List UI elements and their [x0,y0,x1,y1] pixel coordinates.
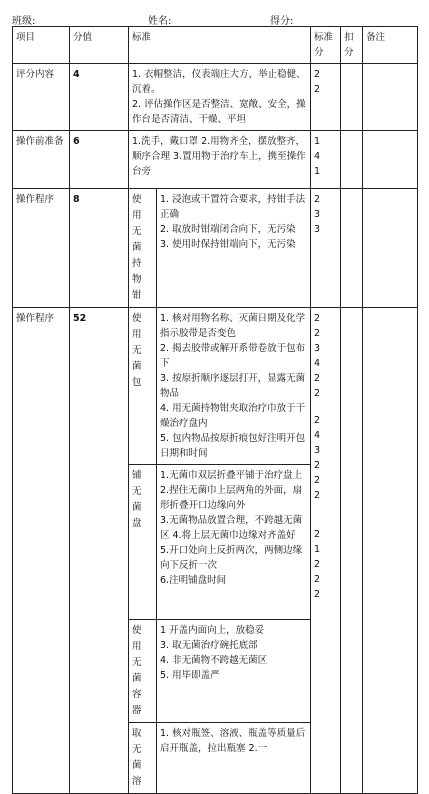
standard-cell [157,723,311,794]
standard-line: 1. 核对用物名称、灭菌日期及化学指示胶带是否变色 [160,313,306,339]
points-cell: 52 [70,308,129,794]
sub-item-label: 使用无菌持物钳 [132,194,142,301]
score-value: 4 [314,430,321,441]
table-row [13,308,418,465]
score-value: 3 [314,445,321,456]
standard-line: 3. 取无菌治疗碗托底部 [160,640,258,651]
col-deduct: 扣分 [341,27,363,64]
standard-cell [157,308,311,465]
standard-cell [157,189,311,308]
std-score-cell [311,131,341,189]
points-cell: 4 [70,64,129,131]
score-value: 2 [314,388,321,399]
score-value: 1 [314,544,321,555]
standard-line: 2.捏住无菌巾上层两角的外面，扇形折叠开口边缘向外 [160,485,303,511]
score-value: 2 [314,574,321,585]
deduct-cell [341,189,363,308]
score-value: 3 [314,209,321,220]
standard-line: 2. 取放时钳端闭合向下，无污染 [160,224,296,235]
sub-item-label: 铺无菌盘 [132,470,142,529]
score-value: 2 [314,84,321,95]
score-value: 2 [314,589,321,600]
note-cell [363,131,418,189]
score-value: 2 [314,313,321,324]
standard-line: 5. 包内物品按原折痕包好注明开包日期和时间 [160,433,306,459]
score-value: 2 [314,415,321,426]
standard-line: 4. 用无菌持物钳夹取治疗巾放于干燥治疗盘内 [160,403,306,429]
sub-item-cell [129,465,157,620]
sub-item-cell [129,723,157,794]
sub-item-label: 使用无菌容器 [132,625,142,716]
sub-item-cell [129,189,157,308]
table-row [13,189,418,308]
score-value: 2 [314,529,321,540]
std-score-cell [311,189,341,308]
score-value: 1 [314,136,321,147]
score-value: 4 [314,151,321,162]
standard-line: 1. 核对瓶签、溶液、瓶盖等质量后启开瓶盖，拉出瓶塞 2.一 [160,728,306,754]
item-cell: 评分内容 [13,64,70,131]
col-points: 分值 [70,27,129,64]
score-value: 2 [314,194,321,205]
col-std-score: 标准分 [311,27,341,64]
standard-line: 2. 揭去胶带或解开系带卷放于包布下 [160,343,306,369]
standard-line: 3. 按原折顺序逐层打开，显露无菌物品 [160,373,306,399]
note-cell [363,64,418,131]
standard-line: 2. 评估操作区是否整洁、宽敞、安全，操作台是否清洁、干燥、平坦 [132,99,306,125]
score-value: 2 [314,460,321,471]
standard-line: 6.注明铺盘时间 [160,575,227,586]
name-label: 姓名: [148,16,172,27]
score-value: 3 [314,343,321,354]
col-note: 备注 [363,27,418,64]
item-cell: 操作程序 [13,308,70,794]
score-value: 2 [314,490,321,501]
points-cell: 8 [70,189,129,308]
item-cell: 操作前准备 [13,131,70,189]
standard-line: 3.无菌物品放置合理，不跨越无菌区 4.将上层无菌巾边缘对齐盖好 [160,515,303,541]
col-item: 项目 [13,27,70,64]
header-row [13,27,418,64]
deduct-cell [341,131,363,189]
std-score-cell [311,308,341,794]
standard-line: 1.无菌巾双层折叠平铺于治疗盘上 [160,470,303,481]
sub-item-cell [129,308,157,465]
col-standard: 标准 [129,27,311,64]
score-value: 3 [314,224,321,235]
score-value: 2 [314,69,321,80]
standard-line: 1. 浸泡或干置符合要求，持钳手法正确 [160,194,306,220]
standard-line: 5. 用毕即盖严 [160,670,220,681]
points-cell: 6 [70,131,129,189]
score-label: 得分: [270,16,294,27]
sub-item-cell [129,620,157,723]
score-value: 2 [314,475,321,486]
standard-cell [157,620,311,723]
std-score-cell [311,64,341,131]
class-label: 班级: [12,16,36,27]
sub-item-label: 使用无菌包 [132,313,142,388]
form-header [12,12,417,26]
score-value: 2 [314,559,321,570]
standard-line: 5.开口处向上反折两次，两侧边缘向下反折一次 [160,545,303,571]
table-row [13,131,418,189]
standard-line: 3. 使用时保持钳端向下，无污染 [160,239,296,250]
standard-line: 4. 非无菌物不跨越无菌区 [160,655,268,666]
deduct-cell [341,64,363,131]
deduct-cell [341,308,363,794]
standard-cell [129,131,311,189]
score-value: 2 [314,373,321,384]
grading-table [12,26,418,794]
table-row [13,64,418,131]
sub-item-label: 取无菌溶 [132,728,142,787]
note-cell [363,189,418,308]
standard-line: 1. 衣帽整洁，仪表端庄大方，举止稳健、沉着。 [132,69,306,95]
standard-line: 1.洗手，戴口罩 2.用物齐全，摆放整齐，顺序合理 3.置用物于治疗车上，携至操作台旁 [132,136,306,177]
item-cell: 操作程序 [13,189,70,308]
note-cell [363,308,418,794]
standard-line: 1 开盖内面向上，放稳妥 [160,625,265,636]
score-value: 4 [314,358,321,369]
standard-cell [157,465,311,620]
score-value: 1 [314,166,321,177]
standard-cell [129,64,311,131]
score-value: 2 [314,328,321,339]
